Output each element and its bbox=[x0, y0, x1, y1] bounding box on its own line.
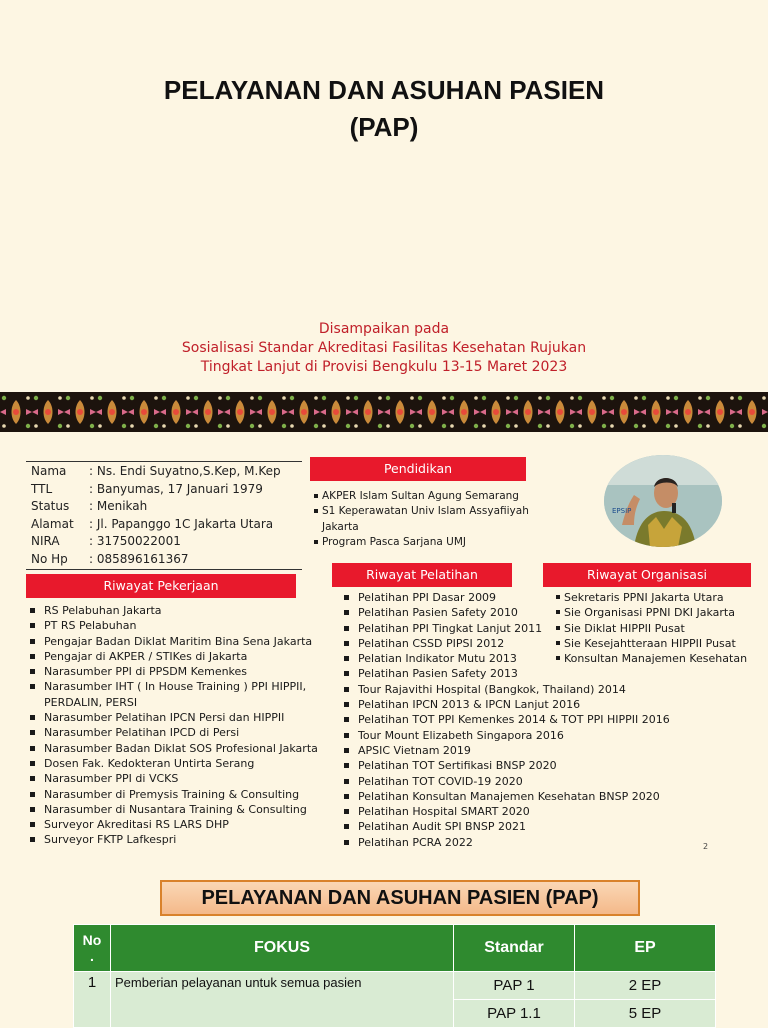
pap-banner-title: PELAYANAN DAN ASUHAN PASIEN (PAP) bbox=[160, 880, 640, 916]
bio-value: : 31750022001 bbox=[89, 534, 181, 548]
batik-pattern-border bbox=[0, 392, 768, 432]
list-item: Pelatihan PPI Tingkat Lanjut 2011 bbox=[340, 621, 680, 636]
list-item: Dosen Fak. Kedokteran Untirta Serang bbox=[26, 756, 326, 771]
list-item: AKPER Islam Sultan Agung Semarang bbox=[312, 489, 537, 504]
bio-key: TTL bbox=[31, 481, 53, 496]
list-item: Pelatihan Konsultan Manajemen Kesehatan BNSP 2020 bbox=[340, 789, 680, 804]
bio-row bbox=[26, 516, 302, 534]
list-item: Surveyor FKTP Lafkespri bbox=[26, 832, 326, 847]
list-item: S1 Keperawatan Univ Islam Assyafiiyah Jakarta bbox=[312, 504, 537, 535]
bio-value: : 085896161367 bbox=[89, 551, 189, 566]
bio-value: : Ns. Endi Suyatno,S.Kep, M.Kep bbox=[89, 464, 281, 478]
bio-value: : Menikah bbox=[89, 499, 148, 513]
bio-row bbox=[26, 498, 302, 516]
list-item: Pelatihan PCRA 2022 bbox=[340, 835, 680, 850]
row-fokus-cell: Pemberian pelayanan untuk semua pasien bbox=[111, 972, 454, 1028]
page-number: 2 bbox=[703, 842, 709, 851]
list-item: Sie Diklat HIPPII Pusat bbox=[554, 621, 759, 636]
list-item: Pelatian Indikator Mutu 2013 bbox=[340, 651, 680, 666]
list-item: Pelatihan IPCN 2013 & IPCN Lanjut 2016 bbox=[340, 697, 680, 712]
list-item: Tour Rajavithi Hospital (Bangkok, Thailand) 2014 bbox=[340, 682, 680, 697]
list-item: Narasumber Badan Diklat SOS Profesional Jakarta bbox=[26, 741, 326, 756]
list-item: APSIC Vietnam 2019 bbox=[340, 743, 680, 758]
row-ep-cell: 5 EP bbox=[575, 1000, 716, 1028]
list-item: Pelatihan TOT COVID-19 2020 bbox=[340, 774, 680, 789]
bio-key: Alamat bbox=[31, 516, 74, 531]
list-item: PT RS Pelabuhan bbox=[26, 618, 326, 633]
list-item: Narasumber PPI di PPSDM Kemenkes bbox=[26, 664, 326, 679]
speaker-photo-image bbox=[604, 455, 722, 547]
riwayat-organisasi-header: Riwayat Organisasi bbox=[543, 563, 751, 587]
pendidikan-header: Pendidikan bbox=[310, 457, 526, 481]
list-item: Pelatihan TOT Sertifikasi BNSP 2020 bbox=[340, 758, 680, 773]
bio-key: Nama bbox=[31, 464, 67, 478]
pap-table bbox=[73, 924, 716, 1028]
riwayat-organisasi-list bbox=[554, 590, 759, 666]
list-item: Pelatihan Pasien Safety 2010 bbox=[340, 605, 680, 620]
batik-pattern-svg bbox=[0, 392, 768, 432]
bio-value: : Jl. Papanggo 1C Jakarta Utara bbox=[89, 516, 274, 531]
list-item: Narasumber di Premysis Training & Consulting bbox=[26, 787, 326, 802]
list-item: Konsultan Manajemen Kesehatan bbox=[554, 651, 759, 666]
list-item: RS Pelabuhan Jakarta bbox=[26, 603, 326, 618]
riwayat-pelatihan-header: Riwayat Pelatihan bbox=[332, 563, 512, 587]
slide-title-line1: PELAYANAN DAN ASUHAN PASIEN bbox=[163, 75, 605, 105]
list-item: Narasumber PPI di VCKS bbox=[26, 771, 326, 786]
riwayat-pekerjaan-header: Riwayat Pekerjaan bbox=[26, 574, 296, 598]
bio-row bbox=[26, 463, 302, 481]
slide-title-line2: (PAP) bbox=[349, 112, 419, 142]
list-item: Pelatihan Pasien Safety 2013 bbox=[340, 666, 680, 681]
bio-row bbox=[26, 533, 302, 551]
subtitle-line1: Disampaikan pada bbox=[318, 321, 450, 337]
list-item: Tour Mount Elizabeth Singapora 2016 bbox=[340, 728, 680, 743]
table-header-row bbox=[74, 925, 716, 972]
col-header-fokus: FOKUS bbox=[111, 925, 454, 972]
bio-value: : Banyumas, 17 Januari 1979 bbox=[89, 481, 263, 496]
list-item: Narasumber di Nusantara Training & Consulting bbox=[26, 802, 326, 817]
col-header-ep: EP bbox=[575, 925, 716, 972]
list-item: Narasumber IHT ( In House Training ) PPI HIPPII, PERDALIN, PERSI bbox=[26, 679, 326, 710]
list-item: Pengajar di AKPER / STIKes di Jakarta bbox=[26, 649, 326, 664]
title-slide bbox=[0, 0, 768, 392]
list-item: Pelatihan TOT PPI Kemenkes 2014 & TOT PPI HIPPII 2016 bbox=[340, 712, 680, 727]
subtitle-line2: Sosialisasi Standar Akreditasi Fasilitas Kesehatan Rujukan bbox=[181, 340, 587, 356]
bio-row bbox=[26, 551, 302, 569]
list-item: Narasumber Pelatihan IPCD di Persi bbox=[26, 725, 326, 740]
photo-backdrop-text: EPSIP bbox=[612, 507, 632, 515]
list-item: Sekretaris PPNI Jakarta Utara bbox=[554, 590, 759, 605]
col-header-standar: Standar bbox=[454, 925, 575, 972]
bio-key: No Hp bbox=[31, 551, 68, 566]
speaker-photo bbox=[604, 455, 722, 547]
list-item: Pelatihan Hospital SMART 2020 bbox=[340, 804, 680, 819]
bio-key: NIRA bbox=[31, 534, 60, 548]
bio-block bbox=[26, 461, 302, 570]
list-item: Sie Kesejahtteraan HIPPII Pusat bbox=[554, 636, 759, 651]
list-item: Narasumber Pelatihan IPCN Persi dan HIPPII bbox=[26, 710, 326, 725]
row-no-cell: 1 bbox=[74, 972, 111, 1028]
col-header-no: No . bbox=[74, 925, 111, 972]
table-row bbox=[74, 972, 716, 1000]
pendidikan-list bbox=[312, 489, 537, 550]
list-item: Surveyor Akreditasi RS LARS DHP bbox=[26, 817, 326, 832]
row-ep-cell: 2 EP bbox=[575, 972, 716, 1000]
bio-row bbox=[26, 481, 302, 499]
list-item: Pelatihan Audit SPI BNSP 2021 bbox=[340, 819, 680, 834]
row-standar-cell: PAP 1.1 bbox=[454, 1000, 575, 1028]
riwayat-pekerjaan-list bbox=[26, 603, 326, 848]
list-item: Pengajar Badan Diklat Maritim Bina Sena Jakarta bbox=[26, 634, 326, 649]
list-item: Sie Organisasi PPNI DKI Jakarta bbox=[554, 605, 759, 620]
list-item: Pelatihan CSSD PIPSI 2012 bbox=[340, 636, 680, 651]
profile-slide bbox=[0, 432, 768, 862]
list-item: Program Pasca Sarjana UMJ bbox=[312, 535, 537, 550]
bio-key: Status bbox=[31, 499, 70, 513]
pap-table-slide bbox=[0, 868, 768, 1024]
list-item: Pelatihan PPI Dasar 2009 bbox=[340, 590, 680, 605]
row-standar-cell: PAP 1 bbox=[454, 972, 575, 1000]
subtitle-line3: Tingkat Lanjut di Provisi Bengkulu 13-15 Maret 2023 bbox=[200, 359, 568, 375]
